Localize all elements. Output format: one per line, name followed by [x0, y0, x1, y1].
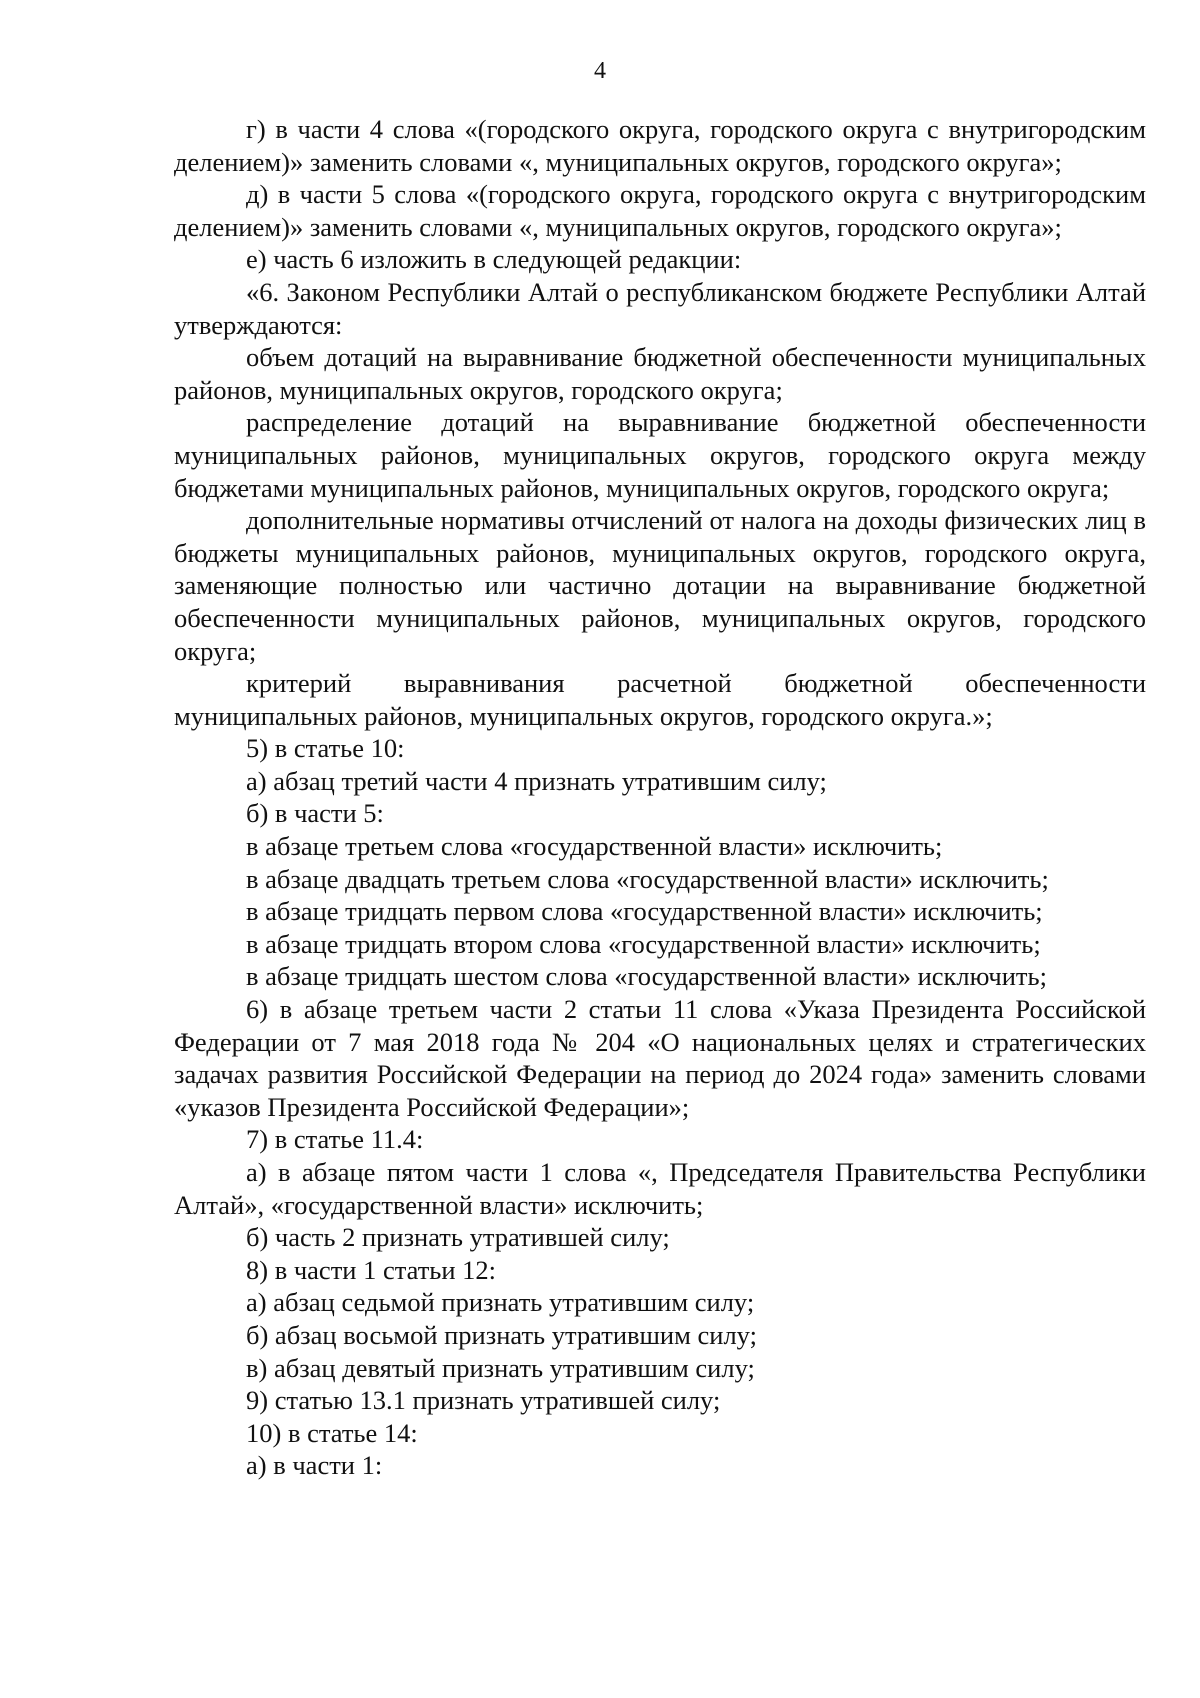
paragraph: в) абзац девятый признать утратившим силу;: [246, 1352, 755, 1383]
paragraph: в абзаце двадцать третьем слова «государственной власти» исключить;: [246, 863, 1049, 894]
paragraph: 9) статью 13.1 признать утратившей силу;: [246, 1385, 721, 1416]
paragraph: а) в абзаце пятом части 1 слова «, Председателя Правительства Республики Алтай», «государственной власти» исключить;: [174, 1157, 1146, 1220]
paragraph: а) абзац третий части 4 признать утратившим силу;: [246, 765, 827, 796]
paragraph: критерий выравнивания расчетной бюджетной обеспеченности муниципальных районов, муниципальных округов, городского округа.»;: [174, 668, 1146, 731]
paragraph: в абзаце третьем слова «государственной власти» исключить;: [246, 831, 943, 862]
paragraph: д) в части 5 слова «(городского округа, городского округа с внутригородским делением)» заменить словами «, муниципальных округов, городского округа»;: [174, 179, 1146, 242]
paragraph: 5) в статье 10:: [246, 733, 405, 764]
paragraph: распределение дотаций на выравнивание бюджетной обеспеченности муниципальных районов, муниципальных округов, городского округа между бюджетами муниципальных районов, муниципальных округов, городского округа;: [174, 407, 1146, 503]
paragraph: объем дотаций на выравнивание бюджетной обеспеченности муниципальных районов, муниципальных округов, городского округа;: [174, 342, 1146, 405]
paragraph: 10) в статье 14:: [246, 1417, 418, 1448]
paragraph: б) часть 2 признать утратившей силу;: [246, 1222, 670, 1253]
paragraph: «6. Законом Республики Алтай о республиканском бюджете Республики Алтай утверждаются:: [174, 276, 1146, 340]
paragraph: 8) в части 1 статьи 12:: [246, 1254, 497, 1285]
paragraph: б) абзац восьмой признать утратившим силу;: [246, 1319, 757, 1350]
page-number: 4: [594, 58, 606, 84]
paragraph: а) в части 1:: [246, 1450, 383, 1481]
paragraph: 7) в статье 11.4:: [246, 1124, 424, 1155]
paragraph: а) абзац седьмой признать утратившим силу;: [246, 1287, 755, 1318]
paragraph: 6) в абзаце третьем части 2 статьи 11 слова «Указа Президента Российской Федерации от 7 мая 2018 года № 204 «О национальных целях и стратегических задачах развития Российской Федерации на период до 2024 года» заменить словами «указов Президента Российской Федерации»;: [174, 994, 1146, 1122]
paragraph: в абзаце тридцать втором слова «государственной власти» исключить;: [246, 928, 1041, 959]
paragraph: е) часть 6 изложить в следующей редакции:: [246, 244, 742, 275]
document-body: [174, 113, 1146, 1482]
paragraph: б) в части 5:: [246, 798, 384, 829]
paragraph: в абзаце тридцать шестом слова «государственной власти» исключить;: [246, 961, 1047, 992]
paragraph: в абзаце тридцать первом слова «государственной власти» исключить;: [246, 896, 1043, 927]
paragraph: г) в части 4 слова «(городского округа, городского округа с внутригородским делением)» заменить словами «, муниципальных округов, городского округа»;: [174, 114, 1146, 177]
paragraph: дополнительные нормативы отчислений от налога на доходы физических лиц в бюджеты муниципальных районов, муниципальных округов, городского округа, заменяющие полностью или частично дотации на выравнивание бюджетной обеспеченности муниципальных районов, муниципальных округов, городского округа;: [174, 505, 1146, 666]
